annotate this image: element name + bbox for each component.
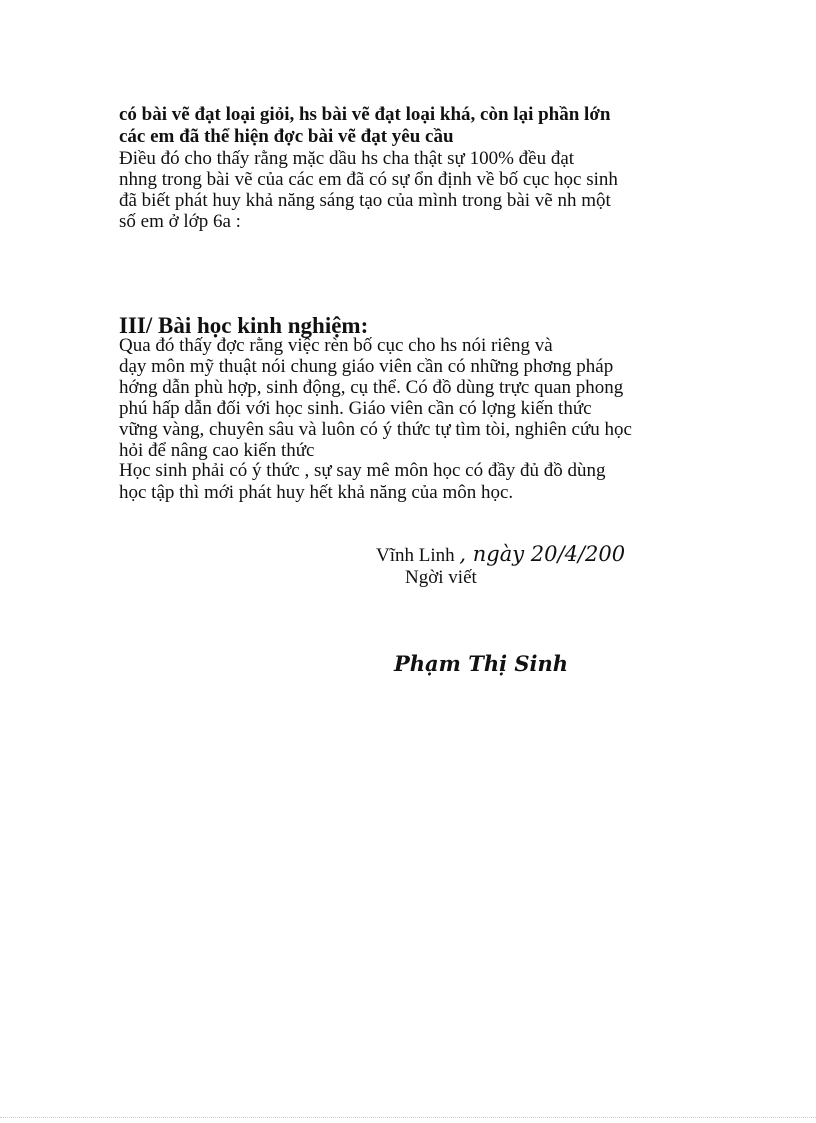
section-line-2: dạy môn mỹ thuật nói chung giáo viên cần có những phơng pháp: [119, 356, 614, 377]
author-name: Phạm Thị Sinh: [394, 651, 569, 676]
section-line-3: hớng dẫn phù hợp, sinh động, cụ thể. Có đồ dùng trực quan phong: [119, 377, 624, 398]
section-heading: III/ Bài học kinh nghiệm:: [119, 313, 369, 338]
intro-line-2: các em đã thể hiện đợc bài vẽ đạt yêu cầu: [119, 126, 454, 147]
signature-place: Vĩnh Linh: [376, 545, 455, 566]
paragraph-1-line-4: số em ở lớp 6a :: [119, 211, 241, 232]
section-line-5: vững vàng, chuyên sâu và luôn có ý thức tự tìm tòi, nghiên cứu học: [119, 419, 632, 440]
section-line-8: học tập thì mới phát huy hết khả năng của môn học.: [119, 482, 514, 503]
paragraph-1-line-2: nhng trong bài vẽ của các em đã có sự ổn định về bố cục học sinh: [119, 169, 618, 190]
paragraph-1-line-3: đã biết phát huy khả năng sáng tạo của mình trong bài vẽ nh một: [119, 190, 611, 211]
paragraph-1-line-1: Điều đó cho thấy rằng mặc dầu hs cha thật sự 100% đều đạt: [119, 148, 575, 169]
page-bottom-rule: [0, 1117, 816, 1118]
section-line-6: hỏi để nâng cao kiến thức: [119, 440, 315, 461]
section-line-1: Qua đó thấy đợc rằng việc rèn bố cục cho hs nói riêng và: [119, 335, 553, 356]
signature-date: , ngày 20/4/200: [459, 542, 626, 566]
intro-line-1: có bài vẽ đạt loại giỏi, hs bài vẽ đạt loại khá, còn lại phần lớn: [119, 104, 611, 125]
signature-writer-label: Ngời viết: [405, 567, 477, 588]
section-line-7: Học sinh phải có ý thức , sự say mê môn học có đầy đủ đồ dùng: [119, 460, 606, 481]
signature-place-date: [376, 543, 625, 567]
section-line-4: phú hấp dẫn đối với học sinh. Giáo viên cần có lợng kiến thức: [119, 398, 592, 419]
